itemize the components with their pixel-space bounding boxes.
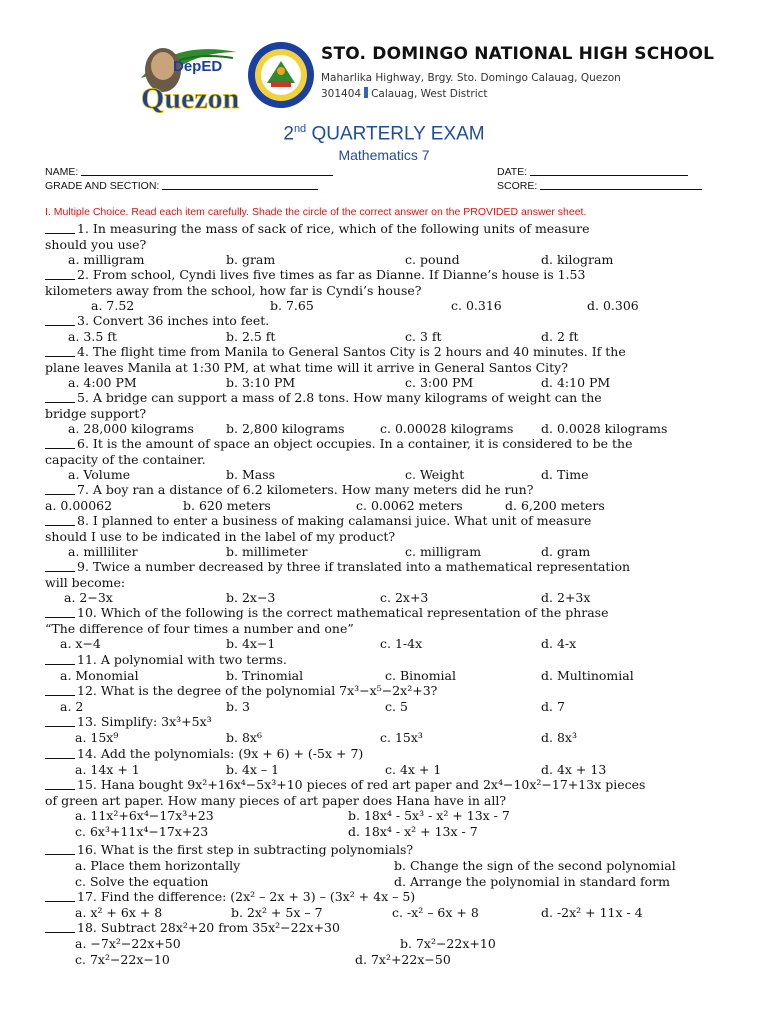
choices-row [0, 824, 768, 840]
question-text-continued: capacity of the container. [45, 451, 206, 467]
choices-row [0, 808, 768, 824]
answer-blank[interactable] [45, 345, 75, 357]
question-13 [45, 714, 725, 730]
score-field[interactable] [497, 179, 702, 192]
question-17 [45, 889, 725, 905]
choices-row [0, 699, 768, 715]
choice-b[interactable]: b. 7.65 [270, 298, 314, 313]
choice-c[interactable]: c. Solve the equation [75, 873, 209, 889]
question-text: 5. A bridge can support a mass of 2.8 tons. How many kilograms of weight can the [77, 390, 602, 405]
choice-c[interactable]: c. 6x³+11x⁴−17x+23 [75, 824, 209, 839]
choice-d[interactable]: d. 6,200 meters [505, 497, 605, 513]
answer-blank[interactable] [45, 684, 75, 696]
question-text: 3. Convert 36 inches into feet. [77, 313, 270, 328]
choice-b[interactable]: b. 2,800 kilograms [226, 421, 345, 436]
choices-row [0, 905, 768, 921]
choice-b[interactable]: b. 18x⁴ - 5x³ - x² + 13x - 7 [348, 808, 510, 823]
answer-blank[interactable] [45, 606, 75, 618]
choice-c[interactable]: c. 0.00028 kilograms [380, 421, 514, 436]
answer-blank[interactable] [45, 483, 75, 495]
choices-row [0, 762, 768, 778]
choice-a[interactable]: a. 7.52 [91, 298, 135, 313]
question-text-continued: plane leaves Manila at 1:30 PM, at what time will it arrive in General Santos City? [45, 359, 568, 375]
choices-row [0, 298, 768, 314]
answer-blank[interactable] [45, 314, 75, 326]
question-text: 14. Add the polynomials: (9x + 6) + (-5x + 7) [77, 746, 364, 761]
choice-d[interactable]: d. 2 ft [541, 328, 579, 344]
school-id-line [321, 86, 714, 102]
choice-d[interactable]: d. 4x + 13 [541, 761, 607, 777]
answer-blank[interactable] [45, 268, 75, 280]
choice-d[interactable]: d. 0.306 [587, 298, 639, 313]
choice-d[interactable]: d. kilogram [541, 252, 614, 267]
choice-b[interactable]: b. 7x²−22x+10 [400, 935, 496, 951]
choices-row [0, 668, 768, 684]
divider-bar [364, 87, 368, 98]
choices-row [0, 636, 768, 652]
choice-c[interactable]: c. 5 [385, 698, 408, 714]
choice-a[interactable]: a. milliliter [68, 544, 138, 559]
choice-d[interactable]: d. Arrange the polynomial in standard form [394, 873, 671, 889]
district: Calauag, West District [371, 88, 488, 100]
choice-a[interactable]: a. 15x⁹ [75, 729, 119, 745]
choice-c[interactable]: c. 15x³ [380, 729, 423, 745]
score-line[interactable] [540, 179, 702, 190]
subject-title: Mathematics 7 [338, 147, 430, 163]
question-3 [45, 313, 725, 329]
choice-d[interactable]: d. -2x² + 11x - 4 [541, 904, 643, 920]
choices-row [0, 858, 768, 874]
choice-c[interactable]: c. Binomial [385, 667, 457, 683]
question-18 [45, 920, 725, 936]
choice-b[interactable]: b. 3:10 PM [226, 375, 296, 390]
choice-d[interactable]: d. 7x²+22x−50 [355, 951, 451, 967]
grade-section-field[interactable] [45, 179, 318, 192]
question-text: 6. It is the amount of space an object occupies. In a container, it is considered to be the [77, 436, 633, 451]
choice-c[interactable]: c. pound [405, 252, 460, 267]
logo-deped-text: DepED [173, 58, 223, 75]
date-line[interactable] [530, 165, 688, 176]
question-text: 7. A boy ran a distance of 6.2 kilometers. How many meters did he run? [77, 482, 534, 497]
choice-c[interactable]: c. 0.0062 meters [356, 497, 463, 513]
choice-a[interactable]: a. 14x + 1 [75, 761, 140, 777]
choice-a[interactable]: a. 3.5 ft [68, 328, 117, 344]
choice-b[interactable]: b. 2x−3 [226, 590, 276, 605]
answer-blank[interactable] [45, 514, 75, 526]
question-text: 18. Subtract 28x²+20 from 35x²−22x+30 [77, 920, 340, 935]
choices-row [0, 375, 768, 391]
choice-c[interactable]: c. -x² – 6x + 8 [392, 904, 479, 920]
choice-a[interactable]: a. x² + 6x + 8 [75, 904, 163, 920]
choices-row [0, 936, 768, 952]
choices-row [0, 252, 768, 268]
answer-blank[interactable] [45, 653, 75, 665]
choice-c[interactable]: c. Weight [405, 467, 465, 482]
title-number: 2 [283, 123, 294, 145]
question-text: 13. Simplify: 3x³+5x³ [77, 714, 212, 729]
question-11 [45, 652, 725, 668]
answer-blank[interactable] [45, 437, 75, 449]
choices-row [0, 952, 768, 968]
choice-a[interactable]: a. 2−3x [64, 590, 113, 605]
school-info [321, 44, 714, 102]
choice-b[interactable]: b. Trinomial [226, 667, 304, 683]
choice-c[interactable]: c. 2x+3 [380, 590, 429, 605]
choice-b[interactable]: b. 2x² + 5x – 7 [231, 904, 323, 920]
choice-a[interactable]: a. 2 [60, 698, 84, 714]
question-text: 2. From school, Cyndi lives five times as far as Dianne. If Dianne’s house is 1.53 [77, 267, 586, 282]
choice-c[interactable]: c. 3:00 PM [405, 375, 474, 390]
question-text: 8. I planned to enter a business of making calamansi juice. What unit of measure [77, 513, 592, 528]
question-text: 11. A polynomial with two terms. [77, 652, 287, 667]
choice-c[interactable]: c. 0.316 [451, 298, 502, 313]
exam-title [0, 123, 768, 145]
choice-c[interactable]: c. 7x²−22x−10 [75, 951, 170, 967]
question-text: 9. Twice a number decreased by three if translated into a mathematical representation [77, 559, 631, 574]
choices-row [0, 874, 768, 890]
question-2 [45, 267, 725, 283]
answer-blank[interactable] [45, 890, 75, 902]
school-id: 301404 [321, 88, 362, 100]
school-seal-icon [247, 41, 315, 109]
choice-b[interactable]: b. 8x⁶ [226, 729, 262, 745]
question-9 [45, 559, 725, 575]
choice-c[interactable]: c. 3 ft [405, 328, 442, 344]
choice-d[interactable]: d. 2+3x [541, 590, 591, 605]
choice-c[interactable]: c. 4x + 1 [385, 761, 442, 777]
question-14 [45, 746, 725, 762]
question-text: 12. What is the degree of the polynomial 7x³−x⁵−2x²+3? [77, 683, 438, 698]
choice-a[interactable]: a. Place them horizontally [75, 857, 241, 873]
answer-blank[interactable] [45, 391, 75, 403]
choice-b[interactable]: b. Change the sign of the second polynomial [394, 857, 676, 873]
answer-blank[interactable] [45, 778, 75, 790]
choice-d[interactable]: d. gram [541, 544, 591, 559]
choice-a[interactable]: a. 28,000 kilograms [68, 421, 194, 436]
title-text: QUARTERLY EXAM [306, 123, 485, 145]
question-15 [45, 777, 725, 793]
choice-b[interactable]: b. Mass [226, 467, 276, 482]
choice-b[interactable]: b. 3 [226, 698, 250, 714]
choice-a[interactable]: a. x−4 [60, 636, 101, 651]
question-16 [45, 842, 725, 858]
question-text-continued: bridge support? [45, 405, 147, 421]
answer-blank[interactable] [45, 921, 75, 933]
date-label: DATE: [497, 166, 528, 178]
question-6 [45, 436, 725, 452]
answer-blank[interactable] [45, 715, 75, 727]
choice-b[interactable]: b. 2.5 ft [226, 328, 276, 344]
choice-a[interactable]: a. 0.00062 [45, 497, 113, 513]
question-10 [45, 605, 725, 621]
question-text: 1. In measuring the mass of sack of rice, which of the following units of measure [77, 221, 590, 236]
choice-a[interactable]: a. −7x²−22x+50 [75, 935, 181, 951]
answer-blank[interactable] [45, 222, 75, 234]
school-address [321, 70, 714, 102]
question-4 [45, 344, 725, 360]
question-text-continued: should I use to be indicated in the label of my product? [45, 528, 396, 544]
choice-a[interactable]: a. milligram [68, 252, 145, 267]
title-ordinal: nd [293, 123, 307, 135]
choice-d[interactable]: d. 8x³ [541, 729, 577, 745]
question-1 [45, 221, 725, 237]
choices-row [0, 329, 768, 345]
choice-a[interactable]: a. 11x²+6x⁴−17x³+23 [75, 808, 214, 823]
choice-b[interactable]: b. 4x−1 [226, 636, 276, 651]
choice-b[interactable]: b. millimeter [226, 544, 308, 559]
choice-a[interactable]: a. Volume [68, 467, 131, 482]
choice-d[interactable]: d. 4-x [541, 636, 577, 651]
name-field[interactable] [45, 165, 333, 178]
choice-d[interactable]: d. Multinomial [541, 667, 634, 683]
choice-d[interactable]: d. 4:10 PM [541, 375, 611, 390]
question-text: 4. The flight time from Manila to General Santos City is 2 hours and 40 minutes. If the [77, 344, 626, 359]
question-text-continued: should you use? [45, 236, 147, 252]
logo-quezon-text: Quezon [141, 82, 240, 115]
choices-row [0, 730, 768, 746]
question-7 [45, 482, 725, 498]
choice-b[interactable]: b. gram [226, 252, 276, 267]
choice-a[interactable]: a. 4:00 PM [68, 375, 137, 390]
choice-d[interactable]: d. Time [541, 467, 589, 482]
question-text: 16. What is the first step in subtracting polynomials? [77, 842, 414, 857]
question-8 [45, 513, 725, 529]
date-field[interactable] [497, 165, 688, 178]
answer-blank[interactable] [45, 843, 75, 855]
question-text: 15. Hana bought 9x²+16x⁴−5x³+10 pieces of red art paper and 2x⁴−10x²−17+13x pieces [77, 777, 646, 792]
grade-line[interactable] [162, 179, 318, 190]
choice-b[interactable]: b. 620 meters [183, 497, 271, 513]
school-name: STO. DOMINGO NATIONAL HIGH SCHOOL [321, 44, 715, 64]
question-5 [45, 390, 725, 406]
question-text-continued: will become: [45, 574, 126, 590]
question-12 [45, 683, 725, 699]
choice-d[interactable]: d. 18x⁴ - x² + 13x - 7 [348, 824, 478, 839]
choices-row [0, 590, 768, 606]
question-text: 10. Which of the following is the correct mathematical representation of the phrase [77, 605, 609, 620]
header [0, 0, 768, 120]
choices-row [0, 544, 768, 560]
grade-label: GRADE AND SECTION: [45, 180, 160, 192]
name-label: NAME: [45, 166, 79, 178]
choice-c[interactable]: c. milligram [405, 544, 482, 559]
choice-b[interactable]: b. 4x – 1 [226, 761, 280, 777]
deped-quezon-logo [133, 38, 245, 118]
choice-a[interactable]: a. Monomial [60, 667, 139, 683]
choice-d[interactable]: d. 0.0028 kilograms [541, 421, 668, 436]
instructions: I. Multiple Choice. Read each item carefully. Shade the circle of the correct answer on the PROVIDED answer sheet. [45, 206, 587, 218]
score-label: SCORE: [497, 180, 538, 192]
question-text-continued: “The difference of four times a number and one” [45, 620, 354, 636]
question-text: 17. Find the difference: (2x² – 2x + 3) – (3x² + 4x – 5) [77, 889, 416, 904]
choices-row [0, 467, 768, 483]
question-text-continued: of green art paper. How many pieces of art paper does Hana have in all? [45, 792, 507, 808]
choice-c[interactable]: c. 1-4x [380, 636, 423, 651]
choice-d[interactable]: d. 7 [541, 698, 565, 714]
answer-blank[interactable] [45, 560, 75, 572]
choices-row [0, 498, 768, 514]
name-line[interactable] [81, 165, 333, 176]
answer-blank[interactable] [45, 747, 75, 759]
address-line: Maharlika Highway, Brgy. Sto. Domingo Calauag, Quezon [321, 72, 621, 84]
question-text-continued: kilometers away from the school, how far is Cyndi’s house? [45, 282, 422, 298]
choices-row [0, 421, 768, 437]
